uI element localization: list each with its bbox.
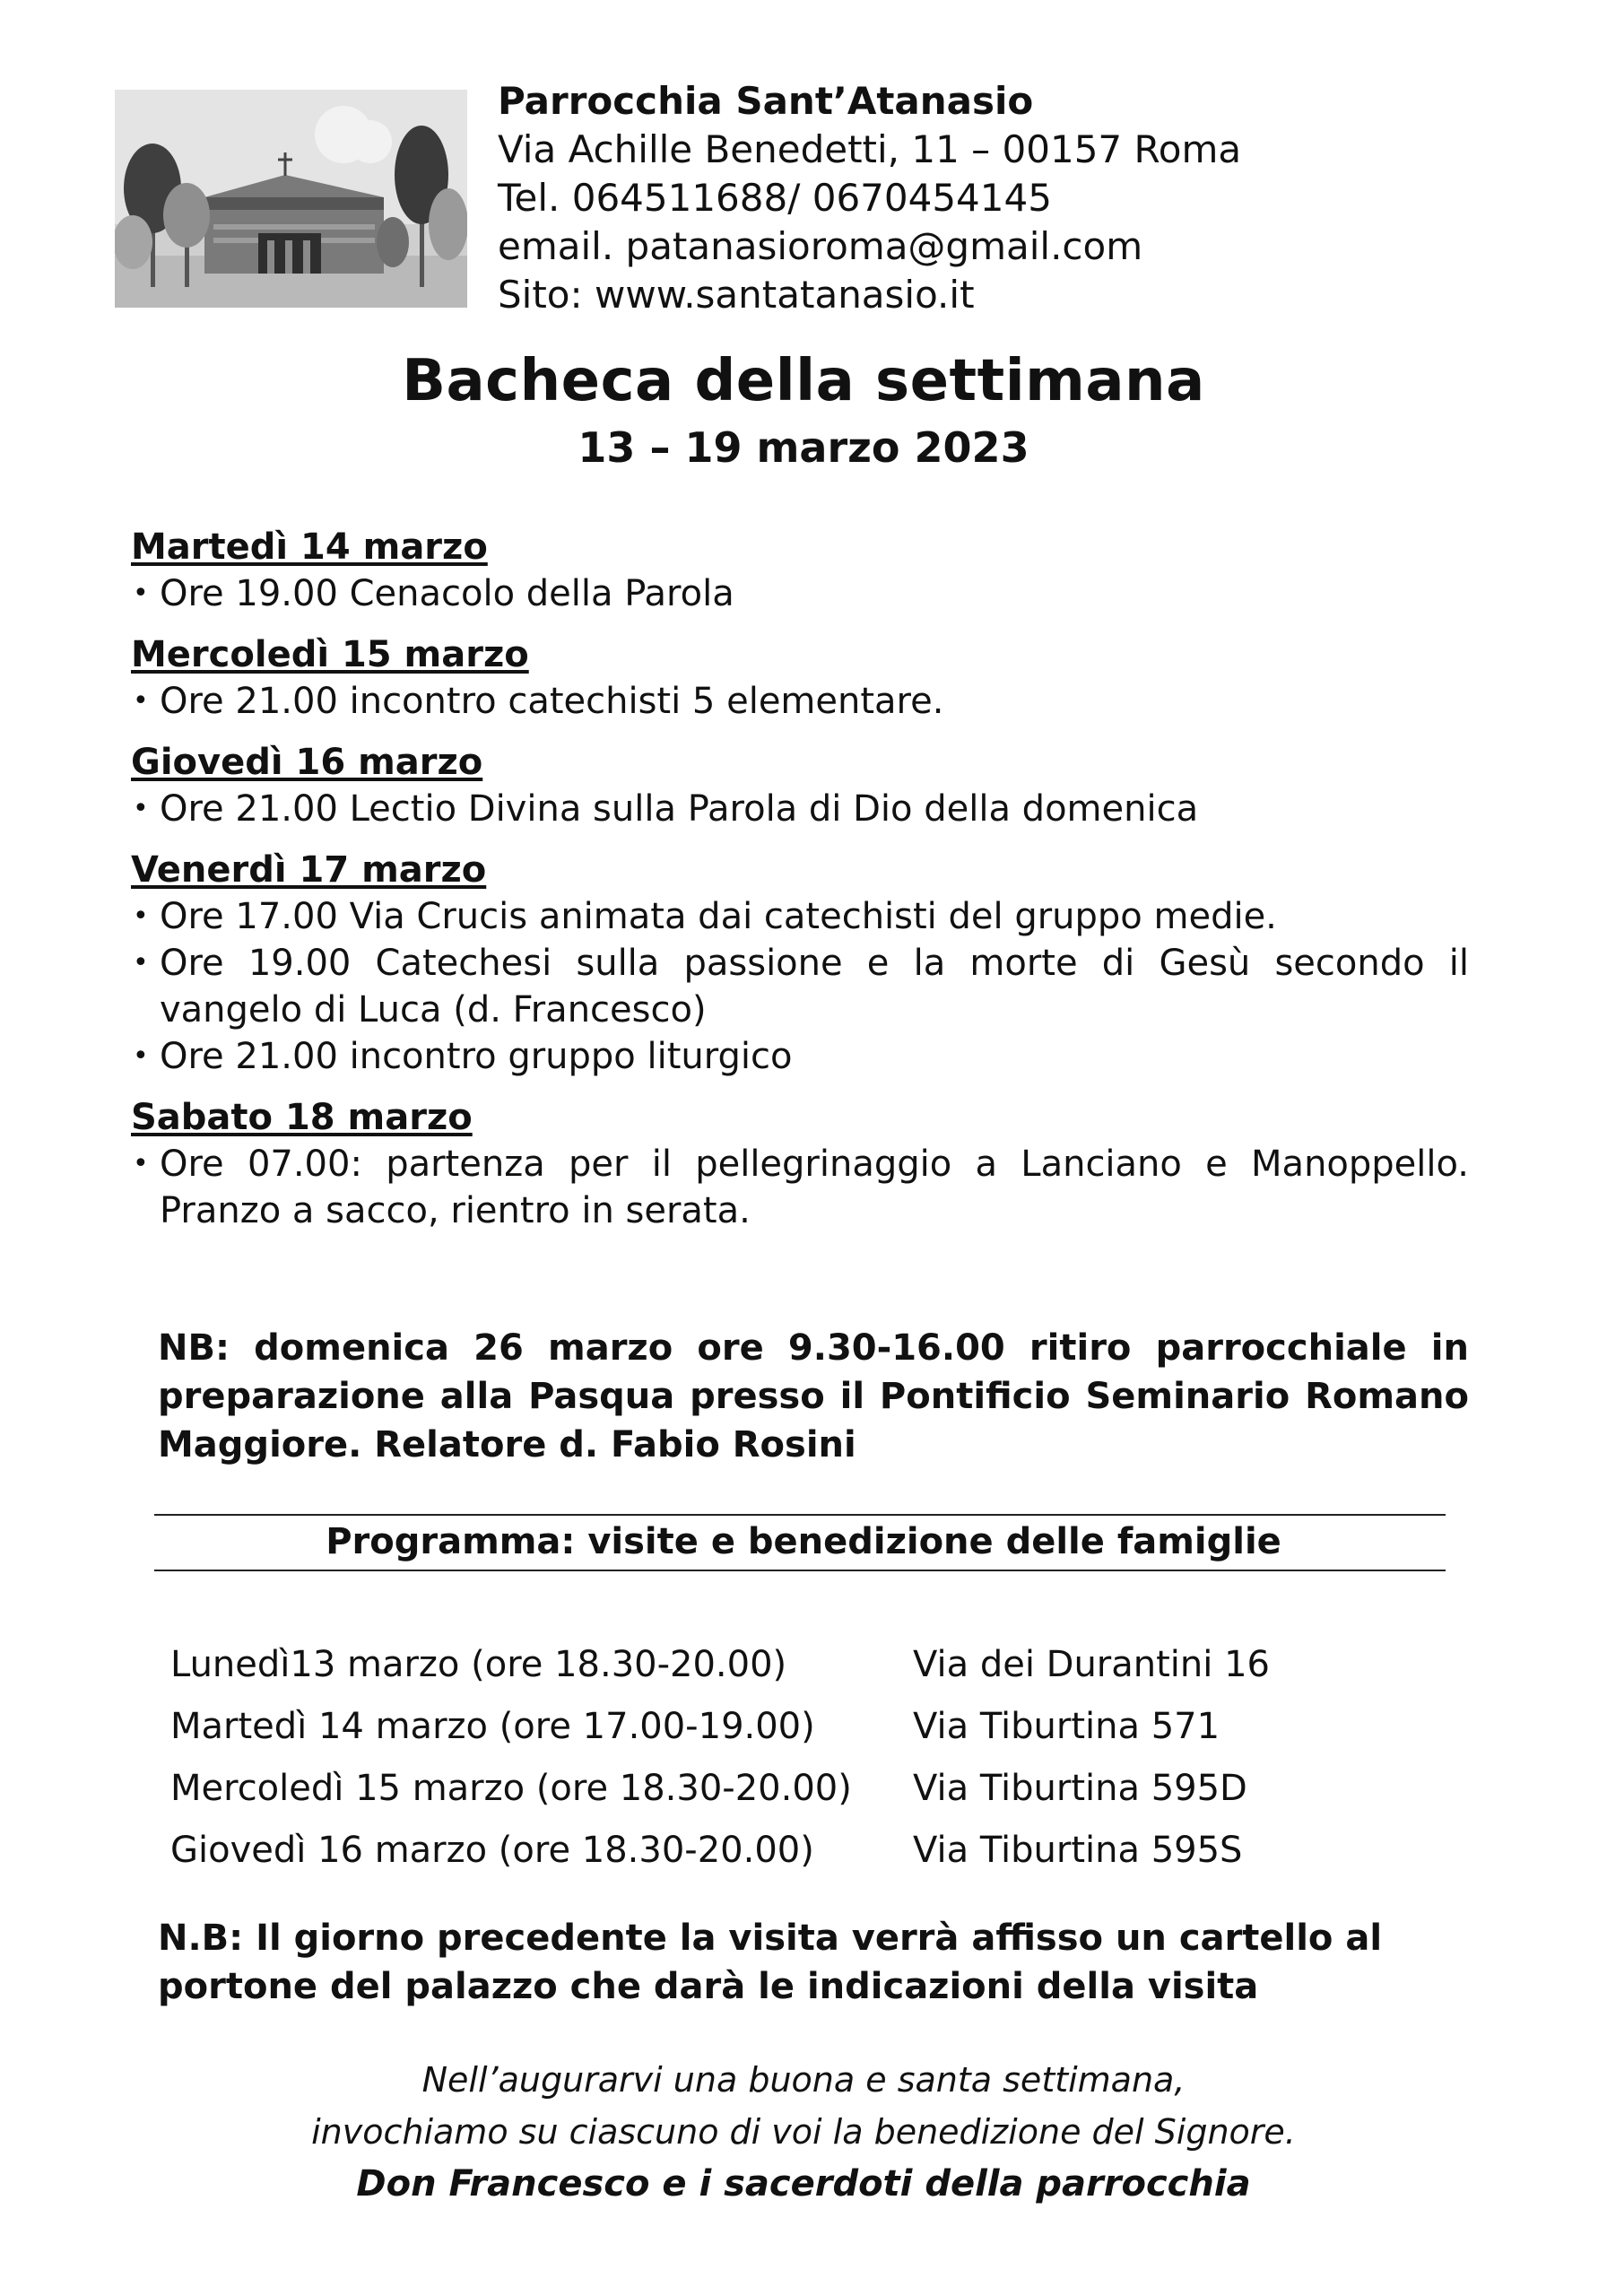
- day-block: [131, 847, 1469, 1080]
- day-block: [131, 1094, 1469, 1234]
- visits-table: [170, 1634, 1270, 1882]
- parish-contact-block: [498, 77, 1241, 319]
- visit-address: Via Tiburtina 571: [913, 1706, 1220, 1747]
- signature: Don Francesco e i sacerdoti della parrocchia: [356, 2163, 1251, 2205]
- day-title: Mercoledì 15 marzo: [131, 634, 529, 675]
- day-title: Sabato 18 marzo: [131, 1097, 473, 1138]
- church-illustration: [115, 90, 467, 308]
- divider-bottom: [154, 1570, 1446, 1571]
- visit-address: Via dei Durantini 16: [913, 1644, 1270, 1685]
- closing-message: [0, 2054, 1607, 2210]
- visit-address: Via Tiburtina 595D: [913, 1768, 1247, 1809]
- divider-top: [154, 1514, 1446, 1516]
- visit-note: N.B: Il giorno precedente la visita verrà affisso un cartello al portone del palazzo che darà le indicazioni della visita: [158, 1918, 1383, 2007]
- program-title: Programma: visite e benedizione delle famiglie: [326, 1521, 1281, 1562]
- page-title: Bacheca della settimana: [402, 348, 1205, 414]
- visit-row: [170, 1820, 1270, 1882]
- closing-line-1: Nell’augurarvi una buona e santa settimana,: [421, 2060, 1186, 2100]
- parish-website[interactable]: Sito: www.santatanasio.it: [498, 273, 975, 317]
- visit-address: Via Tiburtina 595S: [913, 1830, 1243, 1871]
- parish-name: Parrocchia Sant’Atanasio: [498, 79, 1034, 123]
- visit-date: Giovedì 16 marzo (ore 18.30-20.00): [170, 1830, 814, 1871]
- event-item: • Ore 21.00 incontro catechisti 5 elementare.: [131, 678, 1469, 725]
- day-block: [131, 524, 1469, 617]
- parish-phone: Tel. 064511688/ 0670454145: [498, 176, 1052, 220]
- weekly-schedule: [131, 524, 1469, 1248]
- day-title: Venerdì 17 marzo: [131, 849, 487, 891]
- parish-address: Via Achille Benedetti, 11 – 00157 Roma: [498, 127, 1242, 171]
- day-title: Martedì 14 marzo: [131, 526, 488, 568]
- day-block: [131, 631, 1469, 725]
- event-item: • Ore 17.00 Via Crucis animata dai catechisti del gruppo medie.: [131, 893, 1469, 940]
- event-item: • Ore 21.00 incontro gruppo liturgico: [131, 1033, 1469, 1080]
- event-item: • Ore 19.00 Catechesi sulla passione e la morte di Gesù secondo il vangelo di Luca (d. Francesco): [131, 940, 1469, 1033]
- day-block: [131, 739, 1469, 832]
- event-item: • Ore 21.00 Lectio Divina sulla Parola di Dio della domenica: [131, 786, 1469, 832]
- visit-row: [170, 1696, 1270, 1758]
- event-item: • Ore 07.00: partenza per il pellegrinaggio a Lanciano e Manoppello. Pranzo a sacco, rientro in serata.: [131, 1141, 1469, 1234]
- visit-date: Mercoledì 15 marzo (ore 18.30-20.00): [170, 1768, 852, 1809]
- retreat-note: NB: domenica 26 marzo ore 9.30-16.00 ritiro parrocchiale in preparazione alla Pasqua presso il Pontificio Seminario Romano Maggiore. Relatore d. Fabio Rosini: [158, 1327, 1469, 1465]
- parish-email[interactable]: email. patanasioroma@gmail.com: [498, 224, 1143, 268]
- date-range: 13 – 19 marzo 2023: [578, 423, 1029, 472]
- visit-row: [170, 1634, 1270, 1696]
- event-item: • Ore 19.00 Cenacolo della Parola: [131, 570, 1469, 617]
- visit-date: Martedì 14 marzo (ore 17.00-19.00): [170, 1706, 815, 1747]
- closing-line-2: invochiamo su ciascuno di voi la benedizione del Signore.: [311, 2112, 1296, 2152]
- day-title: Giovedì 16 marzo: [131, 742, 483, 783]
- visit-row: [170, 1758, 1270, 1820]
- visit-date: Lunedì13 marzo (ore 18.30-20.00): [170, 1644, 787, 1685]
